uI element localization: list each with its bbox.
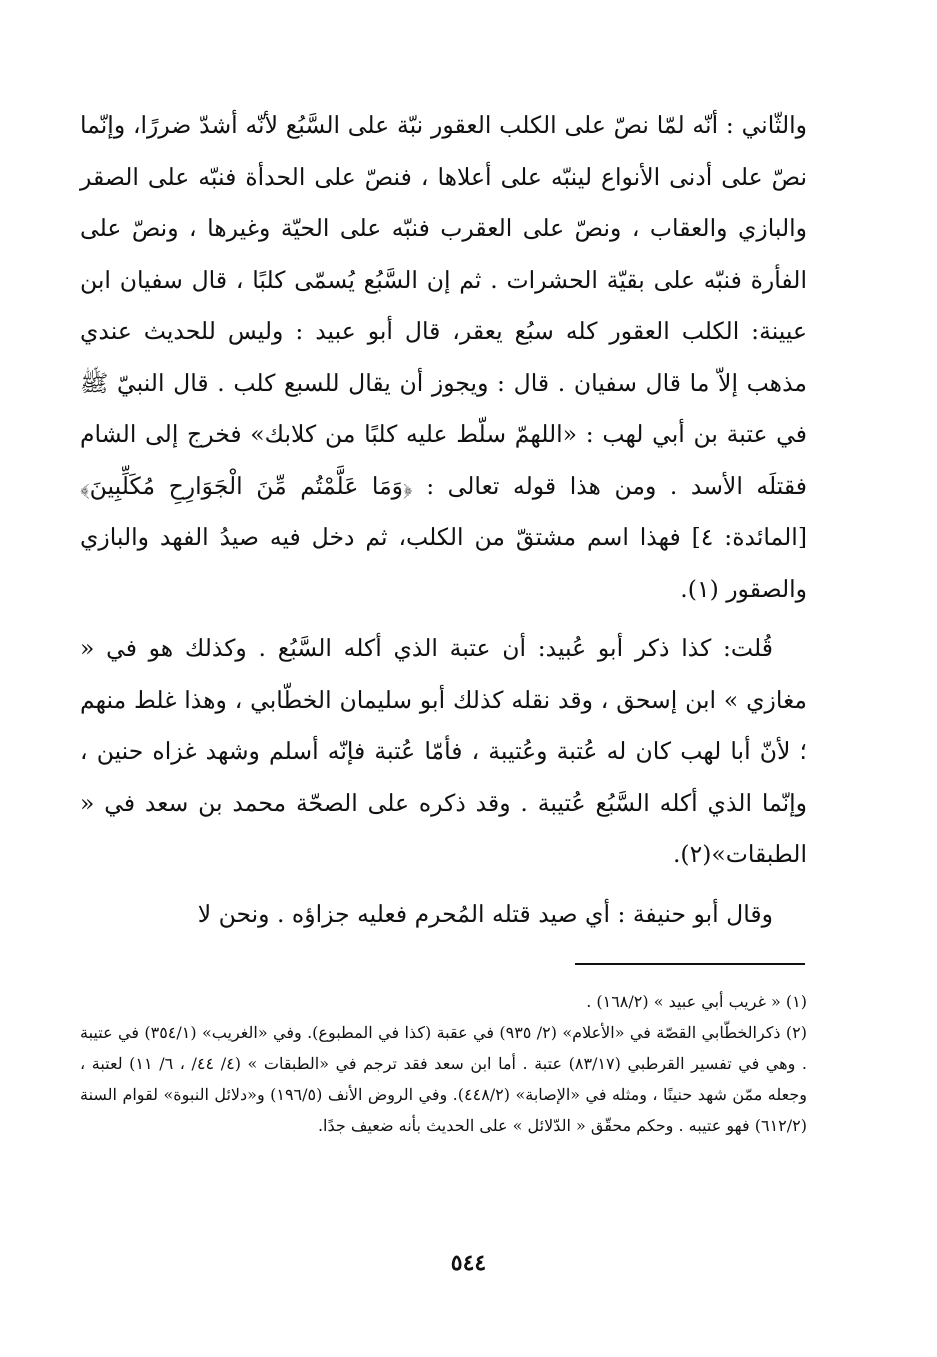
paragraph-1: والثّاني : أنّه لمّا نصّ على الكلب العقور نبّة على السَّبُع لأنّه أشدّ ضررًا، وإنّما نصّ على أدنى الأنواع لينبّه على أعلاها ، فنصّ على الحدأة فنبّه على الصقر والبازي والعقاب ، ونصّ على العقرب فنبّه على الحيّة وغيرها ، ونصّ على الفأرة فنبّه على بقيّة الحشرات . ثم إن السَّبُع يُسمّى كلبًا ، قال سفيان ابن عيينة: الكلب العقور كله سبُع يعقر، قال أبو عبيد : وليس للحديث عندي مذهب إلاّ ما قال سفيان . قال : ويجوز أن يقال للسبع كلب . قال النبيّ ﷺ في عتبة بن أبي لهب : «اللهمّ سلّط عليه كلبًا من كلابك» فخرج إلى الشام فقتلَه الأسد . ومن هذا قوله تعالى : ﴿وَمَا عَلَّمْتُم مِّنَ الْجَوَارِحِ مُكَلِّبِينَ﴾ [المائدة: ٤] فهذا اسم مشتقّ من الكلب، ثم دخل فيه صيدُ الفهد والبازي والصقور (١). [80,111,807,603]
footnote-1: (١) « غريب أبي عبيد » (١٦٨/٢) . [586,992,807,1011]
footnotes [80,986,807,1141]
footnote-2: (٢) ذكرالخطّابي القصّة في «الأعلام» (٢/ ٩٣٥) في عقبة (كذا في المطبوع). وفي «الغريب» (٣٥٤/١) في عتيبة . وهي في تفسير القرطبي (٨٣/١٧) عتبة . أما ابن سعد فقد ترجم في «الطبقات » (٤/ ٤٤/ ، ٦/ ١١) لعتبة ، وجعله ممّن شهد حنينًا ، ومثله في «الإصابة» (٤٤٨/٢). وفي الروض الأنف (١٩٦/٥) و«دلائل النبوة» لقوام السنة (٦١٢/٢) فهو عتيبه . وحكم محقّق « الدّلائل » على الحديث بأنه ضعيف جدًا. [80,1023,808,1135]
paragraph-2: قُلت: كذا ذكر أبو عُبيد: أن عتبة الذي أكله السَّبُع . وكذلك هو في « مغازي » ابن إسحق ، وقد نقله كذلك أبو سليمان الخطّابي ، وهذا غلط منهم ؛ لأنّ أبا لهب كان له عُتبة وعُتيبة ، فأمّا عُتبة فإنّه أسلم وشهد غزاه حنين ، وإنّما الذي أكله السَّبُع عُتيبة . وقد ذكره على الصحّة محمد بن سعد في « الطبقات»(٢). [80,634,807,868]
paragraph-3: وقال أبو حنيفة : أي صيد قتله المُحرم فعليه جزاؤه . ونحن لا [197,899,773,928]
footnote-separator [575,963,805,965]
main-text [80,100,807,940]
page-number: ٥٤٤ [450,1250,487,1276]
